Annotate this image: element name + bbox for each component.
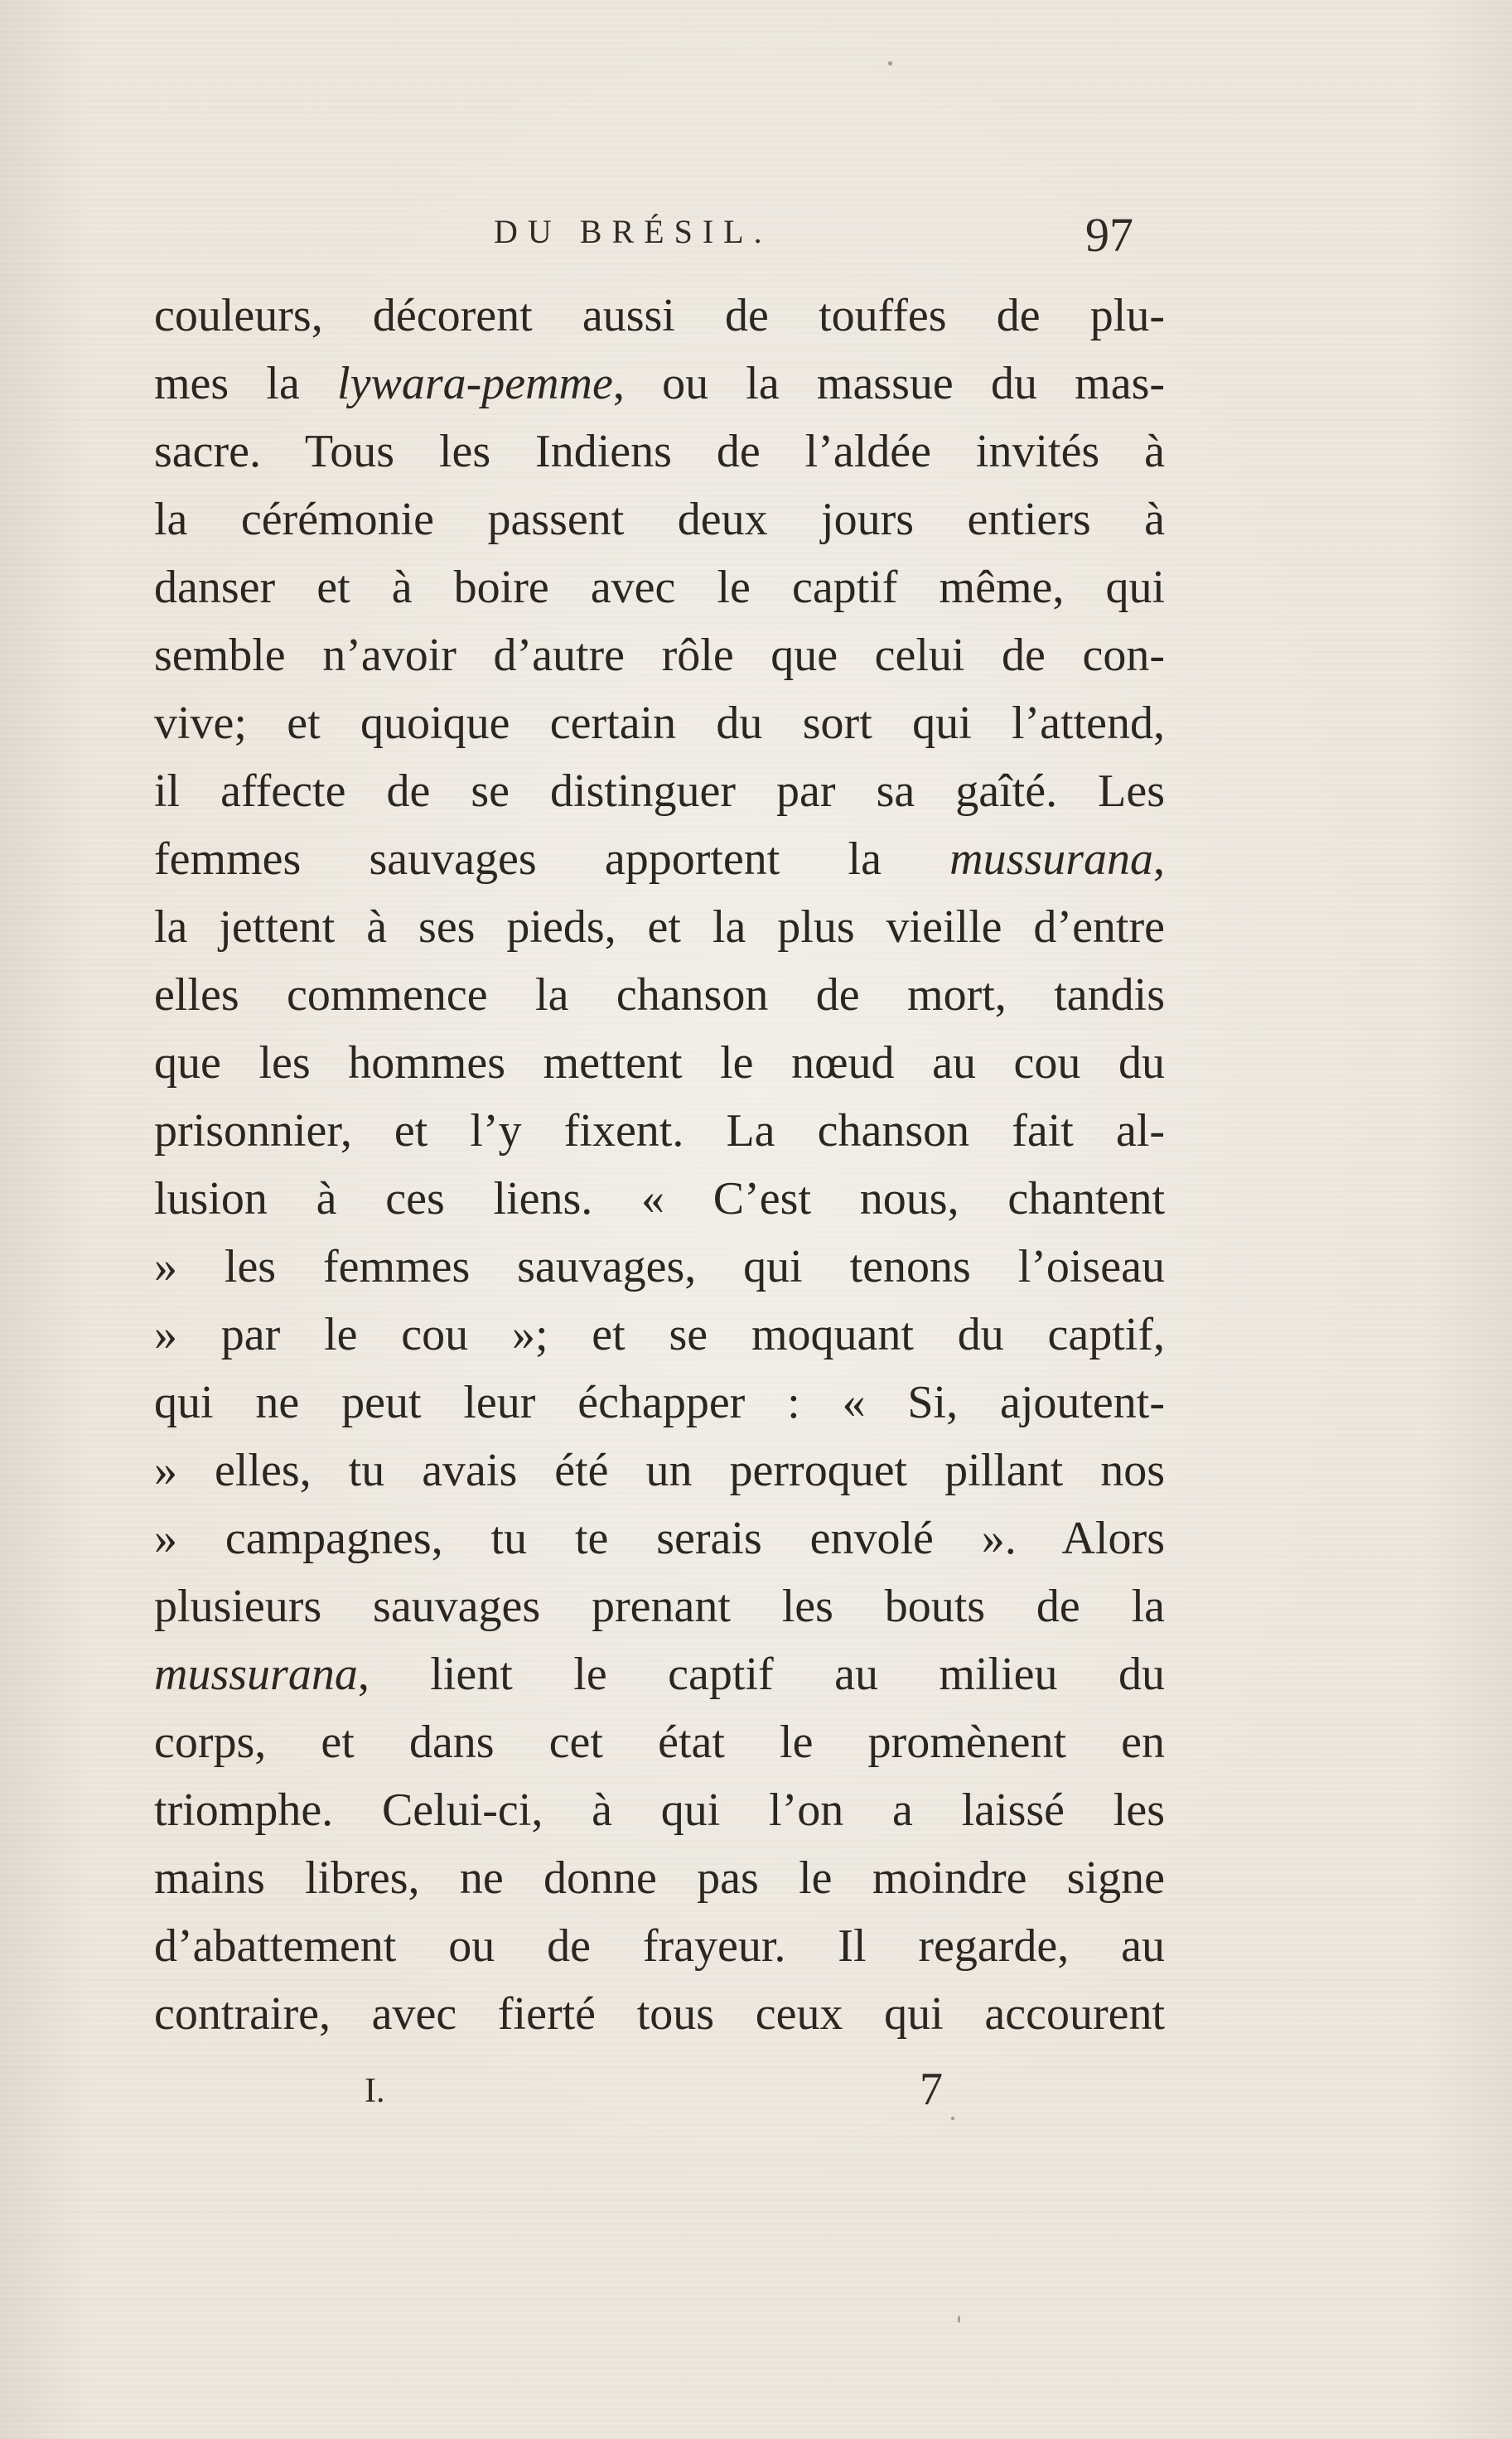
text-line: que les hommes mettent le nœud au cou du	[154, 1037, 1165, 1089]
text-line: mussurana, lient le captif au milieu du	[154, 1649, 1165, 1700]
text-line: » par le cou »; et se moquant du captif,	[154, 1309, 1165, 1360]
text-line: corps, et dans cet état le promènent en	[154, 1717, 1165, 1768]
text-line: il affecte de se distinguer par sa gaîté. Les	[154, 766, 1165, 817]
running-title: DU BRÉSIL.	[494, 213, 772, 250]
page-number: 97	[1085, 208, 1133, 262]
text-line: » campagnes, tu te serais envolé ». Alors	[154, 1513, 1165, 1564]
text-line: lusion à ces liens. « C’est nous, chantent	[154, 1173, 1165, 1224]
text-line: couleurs, décorent aussi de touffes de plu-	[154, 290, 1165, 341]
paper-speck	[958, 2316, 960, 2323]
text-line: mes la lywara-pemme, ou la massue du mas-	[154, 358, 1166, 409]
text-line: » elles, tu avais été un perroquet pillant nos	[154, 1445, 1165, 1496]
text-line: vive; et quoique certain du sort qui l’attend,	[154, 698, 1165, 749]
paper-speck	[888, 61, 892, 65]
italic-term: mussurana	[154, 1649, 358, 1700]
sheet-number: 7	[920, 2064, 943, 2115]
text-line: elles commence la chanson de mort, tandis	[154, 969, 1165, 1021]
text-line: semble n’avoir d’autre rôle que celui de con-	[154, 630, 1165, 681]
body-text	[154, 282, 1165, 2048]
text-line: femmes sauvages apportent la mussurana,	[154, 833, 1165, 885]
text-line: la jettent à ses pieds, et la plus vieille d’entre	[154, 901, 1165, 953]
italic-term: lywara-pemme	[337, 358, 613, 409]
signature-mark: I.	[365, 2072, 385, 2110]
text-line: qui ne peut leur échapper : « Si, ajoutent-	[154, 1377, 1165, 1428]
text-line: sacre. Tous les Indiens de l’aldée invités à	[154, 426, 1165, 477]
text-line: » les femmes sauvages, qui tenons l’oiseau	[154, 1241, 1165, 1292]
text-line: mains libres, ne donne pas le moindre signe	[154, 1852, 1165, 1904]
paper-speck	[951, 2117, 954, 2120]
text-line: plusieurs sauvages prenant les bouts de la	[154, 1581, 1165, 1632]
text-line: triomphe. Celui-ci, à qui l’on a laissé les	[154, 1785, 1165, 1836]
text-line: contraire, avec fierté tous ceux qui accourent	[154, 1988, 1165, 2040]
text-line: danser et à boire avec le captif même, qui	[154, 562, 1165, 613]
text-line: la cérémonie passent deux jours entiers à	[154, 494, 1165, 545]
italic-term: mussurana	[949, 833, 1153, 885]
text-line: prisonnier, et l’y fixent. La chanson fait al-	[154, 1105, 1165, 1157]
text-line: d’abattement ou de frayeur. Il regarde, au	[154, 1920, 1165, 1972]
